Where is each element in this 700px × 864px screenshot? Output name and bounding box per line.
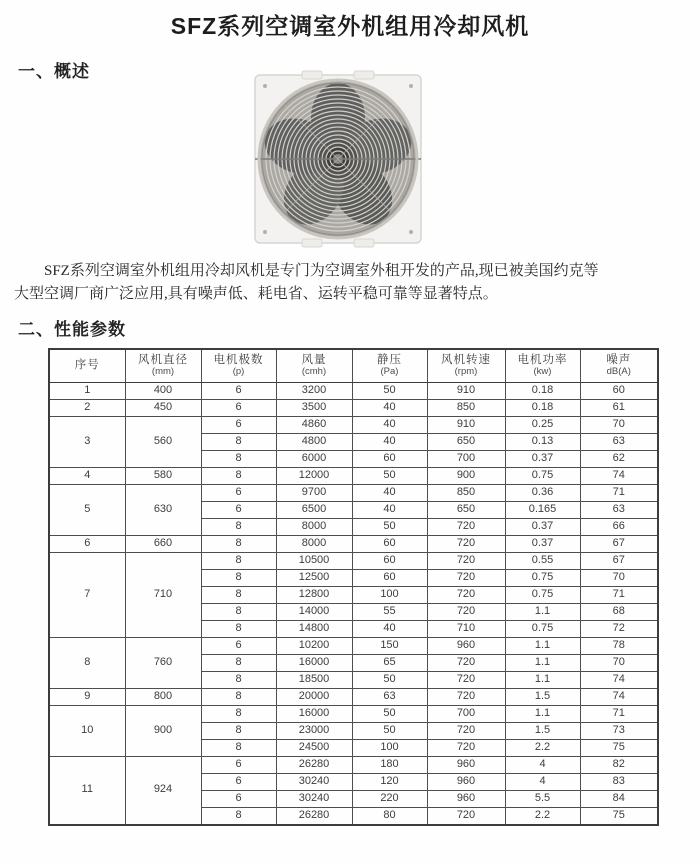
- cell-diameter: 800: [125, 689, 201, 706]
- cell-airflow: 3500: [276, 400, 352, 417]
- cell-static-pressure: 60: [352, 570, 427, 587]
- cell-no: 4: [49, 468, 125, 485]
- cell-airflow: 23000: [276, 723, 352, 740]
- cell-noise: 61: [580, 400, 658, 417]
- cell-poles: 8: [201, 451, 276, 468]
- cell-poles: 8: [201, 740, 276, 757]
- cell-speed: 720: [427, 689, 505, 706]
- col-header-airflow: 风量 (cmh): [276, 349, 352, 383]
- cell-static-pressure: 40: [352, 417, 427, 434]
- cell-poles: 6: [201, 502, 276, 519]
- cell-motor-power: 0.13: [505, 434, 580, 451]
- cell-poles: 8: [201, 587, 276, 604]
- cell-speed: 720: [427, 536, 505, 553]
- cell-speed: 720: [427, 604, 505, 621]
- cell-static-pressure: 60: [352, 536, 427, 553]
- cell-airflow: 6500: [276, 502, 352, 519]
- cell-no: 9: [49, 689, 125, 706]
- cell-speed: 960: [427, 791, 505, 808]
- cell-noise: 83: [580, 774, 658, 791]
- cell-speed: 700: [427, 706, 505, 723]
- col-header-motor-power: 电机功率 (kw): [505, 349, 580, 383]
- cell-poles: 8: [201, 553, 276, 570]
- cell-diameter: 924: [125, 757, 201, 825]
- axial-fan-photo: [250, 68, 426, 250]
- cell-airflow: 26280: [276, 757, 352, 774]
- cell-motor-power: 0.18: [505, 383, 580, 400]
- cell-speed: 910: [427, 417, 505, 434]
- intro-paragraph: [14, 260, 686, 307]
- col-header-noise: 噪声 dB(A): [580, 349, 658, 383]
- cell-noise: 84: [580, 791, 658, 808]
- table-row: [49, 757, 658, 774]
- table-row: [49, 383, 658, 400]
- cell-speed: 900: [427, 468, 505, 485]
- cell-speed: 960: [427, 757, 505, 774]
- cell-motor-power: 2.2: [505, 740, 580, 757]
- cell-noise: 68: [580, 604, 658, 621]
- cell-diameter: 660: [125, 536, 201, 553]
- cell-motor-power: 0.165: [505, 502, 580, 519]
- cell-no: 6: [49, 536, 125, 553]
- cell-speed: 720: [427, 587, 505, 604]
- cell-noise: 72: [580, 621, 658, 638]
- cell-static-pressure: 55: [352, 604, 427, 621]
- cell-noise: 62: [580, 451, 658, 468]
- cell-poles: 8: [201, 570, 276, 587]
- cell-diameter: 400: [125, 383, 201, 400]
- cell-motor-power: 1.5: [505, 689, 580, 706]
- cell-airflow: 10200: [276, 638, 352, 655]
- cell-speed: 960: [427, 774, 505, 791]
- cell-noise: 71: [580, 706, 658, 723]
- cell-noise: 63: [580, 502, 658, 519]
- cell-motor-power: 4: [505, 774, 580, 791]
- cell-motor-power: 1.1: [505, 706, 580, 723]
- cell-poles: 6: [201, 383, 276, 400]
- cell-poles: 8: [201, 621, 276, 638]
- cell-static-pressure: 60: [352, 553, 427, 570]
- cell-static-pressure: 65: [352, 655, 427, 672]
- cell-diameter: 710: [125, 553, 201, 638]
- cell-noise: 63: [580, 434, 658, 451]
- cell-airflow: 16000: [276, 706, 352, 723]
- cell-poles: 8: [201, 519, 276, 536]
- cell-poles: 8: [201, 689, 276, 706]
- cell-airflow: 30240: [276, 774, 352, 791]
- cell-poles: 8: [201, 604, 276, 621]
- cell-speed: 720: [427, 672, 505, 689]
- cell-motor-power: 1.1: [505, 638, 580, 655]
- cell-airflow: 12000: [276, 468, 352, 485]
- cell-poles: 8: [201, 468, 276, 485]
- cell-speed: 720: [427, 740, 505, 757]
- table-row: [49, 468, 658, 485]
- table-row: [49, 417, 658, 434]
- cell-no: 1: [49, 383, 125, 400]
- cell-motor-power: 0.75: [505, 570, 580, 587]
- section-heading-overview: 一、概述: [18, 62, 90, 81]
- performance-table: [48, 348, 659, 826]
- cell-airflow: 18500: [276, 672, 352, 689]
- cell-noise: 66: [580, 519, 658, 536]
- cell-speed: 650: [427, 434, 505, 451]
- cell-static-pressure: 150: [352, 638, 427, 655]
- cell-motor-power: 5.5: [505, 791, 580, 808]
- cell-diameter: 900: [125, 706, 201, 757]
- cell-airflow: 14800: [276, 621, 352, 638]
- cell-motor-power: 1.1: [505, 672, 580, 689]
- cell-airflow: 3200: [276, 383, 352, 400]
- cell-airflow: 12800: [276, 587, 352, 604]
- cell-static-pressure: 50: [352, 672, 427, 689]
- cell-no: 8: [49, 638, 125, 689]
- performance-table-body: [49, 383, 658, 825]
- cell-motor-power: 0.75: [505, 587, 580, 604]
- cell-airflow: 30240: [276, 791, 352, 808]
- cell-static-pressure: 120: [352, 774, 427, 791]
- cell-speed: 650: [427, 502, 505, 519]
- table-row: [49, 706, 658, 723]
- cell-noise: 67: [580, 553, 658, 570]
- cell-poles: 6: [201, 417, 276, 434]
- intro-line-2: 大型空调厂商广泛应用,具有噪声低、耗电省、运转平稳可靠等显著特点。: [14, 286, 498, 303]
- cell-airflow: 8000: [276, 536, 352, 553]
- cell-speed: 910: [427, 383, 505, 400]
- cell-static-pressure: 50: [352, 468, 427, 485]
- cell-static-pressure: 100: [352, 587, 427, 604]
- cell-poles: 8: [201, 655, 276, 672]
- table-row: [49, 638, 658, 655]
- cell-speed: 720: [427, 655, 505, 672]
- cell-noise: 70: [580, 417, 658, 434]
- cell-static-pressure: 80: [352, 808, 427, 825]
- cell-poles: 6: [201, 757, 276, 774]
- col-header-static-pressure: 静压 (Pa): [352, 349, 427, 383]
- cell-speed: 720: [427, 519, 505, 536]
- cell-static-pressure: 40: [352, 621, 427, 638]
- cell-motor-power: 4: [505, 757, 580, 774]
- section-heading-parameters: 二、性能参数: [18, 319, 126, 339]
- cell-diameter: 560: [125, 417, 201, 468]
- cell-noise: 71: [580, 587, 658, 604]
- cell-speed: 850: [427, 400, 505, 417]
- cell-static-pressure: 100: [352, 740, 427, 757]
- col-header-no: 序号: [49, 349, 125, 383]
- table-row: [49, 400, 658, 417]
- cell-noise: 74: [580, 468, 658, 485]
- cell-motor-power: 0.37: [505, 451, 580, 468]
- cell-diameter: 580: [125, 468, 201, 485]
- cell-static-pressure: 40: [352, 434, 427, 451]
- cell-noise: 70: [580, 655, 658, 672]
- cell-noise: 70: [580, 570, 658, 587]
- cell-poles: 6: [201, 638, 276, 655]
- cell-speed: 850: [427, 485, 505, 502]
- table-row: [49, 689, 658, 706]
- cell-motor-power: 1.5: [505, 723, 580, 740]
- cell-static-pressure: 220: [352, 791, 427, 808]
- cell-no: 10: [49, 706, 125, 757]
- col-header-speed: 风机转速 (rpm): [427, 349, 505, 383]
- cell-airflow: 8000: [276, 519, 352, 536]
- cell-motor-power: 1.1: [505, 604, 580, 621]
- cell-poles: 6: [201, 774, 276, 791]
- cell-diameter: 760: [125, 638, 201, 689]
- table-row: [49, 553, 658, 570]
- cell-airflow: 12500: [276, 570, 352, 587]
- cell-motor-power: 0.75: [505, 468, 580, 485]
- cell-static-pressure: 50: [352, 383, 427, 400]
- cell-poles: 6: [201, 791, 276, 808]
- cell-motor-power: 0.75: [505, 621, 580, 638]
- cell-noise: 75: [580, 740, 658, 757]
- cell-poles: 8: [201, 808, 276, 825]
- cell-poles: 8: [201, 434, 276, 451]
- cell-no: 3: [49, 417, 125, 468]
- cell-no: 7: [49, 553, 125, 638]
- cell-airflow: 10500: [276, 553, 352, 570]
- cell-motor-power: 1.1: [505, 655, 580, 672]
- cell-static-pressure: 50: [352, 519, 427, 536]
- col-header-poles: 电机极数 (p): [201, 349, 276, 383]
- cell-airflow: 4800: [276, 434, 352, 451]
- cell-airflow: 9700: [276, 485, 352, 502]
- cell-noise: 73: [580, 723, 658, 740]
- cell-noise: 75: [580, 808, 658, 825]
- cell-static-pressure: 40: [352, 485, 427, 502]
- col-header-diameter: 风机直径 (mm): [125, 349, 201, 383]
- cell-speed: 720: [427, 808, 505, 825]
- cell-noise: 82: [580, 757, 658, 774]
- cell-speed: 960: [427, 638, 505, 655]
- cell-poles: 8: [201, 706, 276, 723]
- cell-airflow: 6000: [276, 451, 352, 468]
- cell-motor-power: 0.55: [505, 553, 580, 570]
- cell-speed: 720: [427, 553, 505, 570]
- cell-speed: 710: [427, 621, 505, 638]
- cell-speed: 720: [427, 570, 505, 587]
- cell-motor-power: 0.37: [505, 536, 580, 553]
- cell-poles: 8: [201, 672, 276, 689]
- cell-static-pressure: 40: [352, 400, 427, 417]
- table-row: [49, 536, 658, 553]
- cell-speed: 700: [427, 451, 505, 468]
- cell-airflow: 14000: [276, 604, 352, 621]
- cell-motor-power: 2.2: [505, 808, 580, 825]
- page-title: SFZ系列空调室外机组用冷却风机: [170, 13, 530, 39]
- cell-static-pressure: 63: [352, 689, 427, 706]
- cell-airflow: 16000: [276, 655, 352, 672]
- cell-noise: 60: [580, 383, 658, 400]
- cell-motor-power: 0.18: [505, 400, 580, 417]
- cell-static-pressure: 60: [352, 451, 427, 468]
- intro-line-1: SFZ系列空调室外机组用冷却风机是专门为空调室外租开发的产品,现已被美国约克等: [44, 263, 599, 279]
- cell-motor-power: 0.36: [505, 485, 580, 502]
- cell-no: 11: [49, 757, 125, 825]
- cell-no: 5: [49, 485, 125, 536]
- cell-airflow: 24500: [276, 740, 352, 757]
- cell-diameter: 630: [125, 485, 201, 536]
- cell-poles: 6: [201, 400, 276, 417]
- cell-static-pressure: 180: [352, 757, 427, 774]
- cell-diameter: 450: [125, 400, 201, 417]
- cell-airflow: 20000: [276, 689, 352, 706]
- cell-static-pressure: 50: [352, 706, 427, 723]
- cell-poles: 8: [201, 723, 276, 740]
- cell-poles: 6: [201, 485, 276, 502]
- cell-noise: 71: [580, 485, 658, 502]
- cell-airflow: 26280: [276, 808, 352, 825]
- cell-noise: 67: [580, 536, 658, 553]
- cell-static-pressure: 50: [352, 723, 427, 740]
- fan-figure: [0, 68, 688, 250]
- cell-motor-power: 0.25: [505, 417, 580, 434]
- cell-poles: 8: [201, 536, 276, 553]
- cell-speed: 720: [427, 723, 505, 740]
- table-header-row: [49, 349, 658, 383]
- cell-motor-power: 0.37: [505, 519, 580, 536]
- cell-no: 2: [49, 400, 125, 417]
- cell-airflow: 4860: [276, 417, 352, 434]
- table-row: [49, 485, 658, 502]
- cell-noise: 78: [580, 638, 658, 655]
- cell-static-pressure: 40: [352, 502, 427, 519]
- cell-noise: 74: [580, 672, 658, 689]
- cell-noise: 74: [580, 689, 658, 706]
